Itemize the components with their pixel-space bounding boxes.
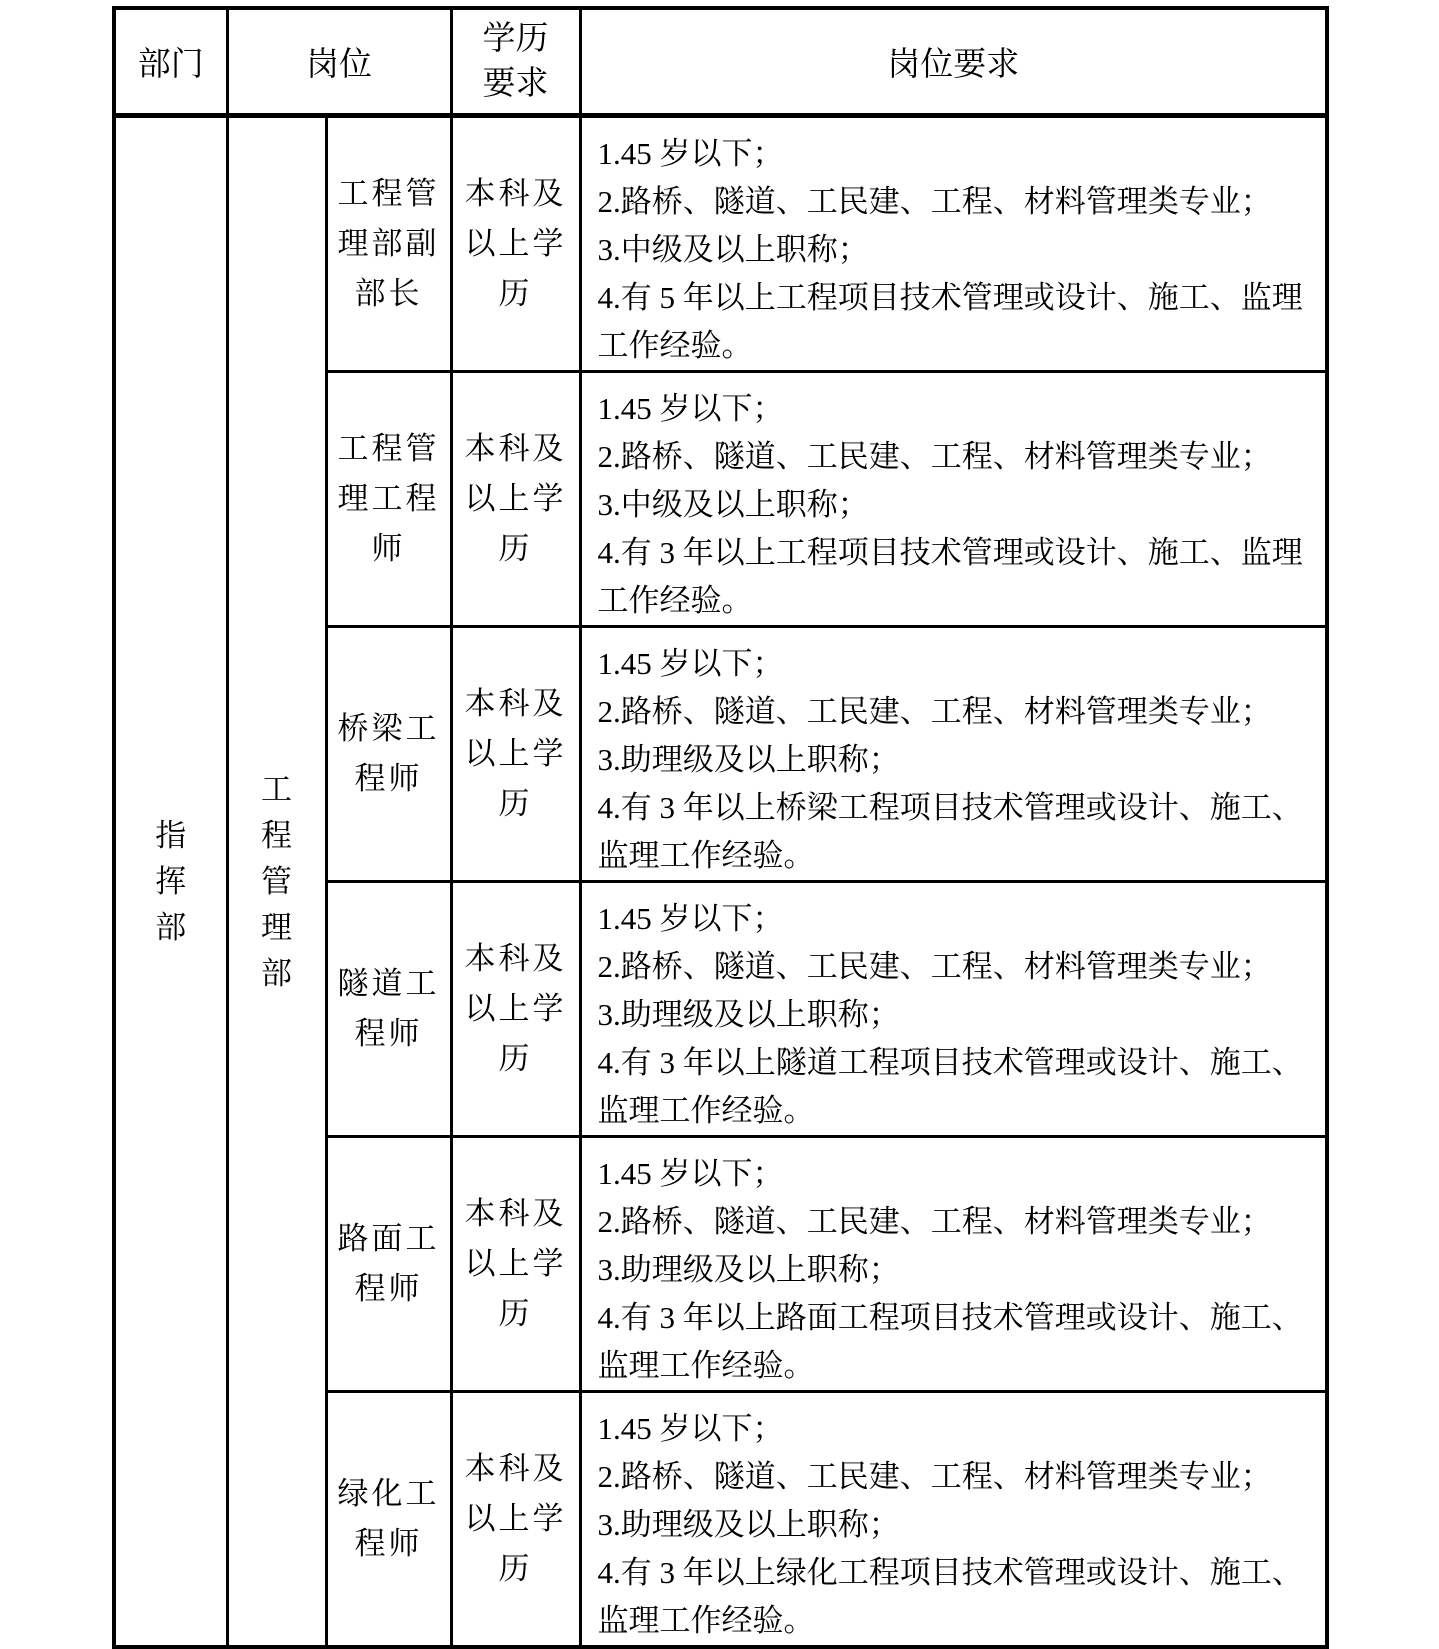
education-label: 本科及以上学历 <box>464 431 567 566</box>
education-cell <box>451 1392 580 1648</box>
requirement-item: 1.45 岁以下； <box>597 1156 784 1191</box>
requirement-item: 4.有 5 年以上工程项目技术管理或设计、施工、监理工作经验。 <box>597 280 1303 363</box>
education-cell <box>451 627 580 882</box>
requirement-item: 2.路桥、隧道、工民建、工程、材料管理类专业； <box>597 184 1272 219</box>
requirement-item: 3.中级及以上职称； <box>597 232 869 267</box>
education-label: 本科及以上学历 <box>464 176 567 311</box>
position-cell <box>326 1392 451 1648</box>
document-page <box>112 6 1329 1649</box>
requirements-cell <box>580 1392 1327 1648</box>
requirement-item: 1.45 岁以下； <box>597 391 784 426</box>
position-label: 绿化工程师 <box>337 1476 440 1561</box>
requirements-cell <box>580 627 1327 882</box>
requirement-item: 4.有 3 年以上绿化工程项目技术管理或设计、施工、监理工作经验。 <box>597 1555 1303 1638</box>
sub-department-label: 工程管理部 <box>261 771 292 991</box>
requirement-item: 2.路桥、隧道、工民建、工程、材料管理类专业； <box>597 1204 1272 1239</box>
education-cell <box>451 1137 580 1392</box>
education-label: 本科及以上学历 <box>464 1196 567 1331</box>
requirement-item: 2.路桥、隧道、工民建、工程、材料管理类专业； <box>597 1459 1272 1494</box>
table-row <box>114 116 1327 372</box>
requirement-item: 4.有 3 年以上桥梁工程项目技术管理或设计、施工、监理工作经验。 <box>597 790 1303 873</box>
education-cell <box>451 116 580 372</box>
position-cell <box>326 882 451 1137</box>
position-label: 路面工程师 <box>337 1221 440 1306</box>
position-cell <box>326 627 451 882</box>
requirement-item: 3.助理级及以上职称； <box>597 742 900 777</box>
position-cell <box>326 372 451 627</box>
requirement-item: 1.45 岁以下； <box>597 646 784 681</box>
position-label: 工程管理部副部长 <box>337 176 440 311</box>
requirement-item: 3.助理级及以上职称； <box>597 1252 900 1287</box>
requirement-item: 1.45 岁以下； <box>597 1411 784 1446</box>
education-cell <box>451 372 580 627</box>
requirements-cell <box>580 372 1327 627</box>
requirement-item: 3.中级及以上职称； <box>597 487 869 522</box>
header-position-label: 岗位 <box>306 47 372 83</box>
department-label: 指挥部 <box>155 817 187 945</box>
header-position <box>227 8 451 116</box>
department-cell <box>114 116 227 1648</box>
header-row <box>114 8 1327 116</box>
header-education-label: 学历要求 <box>482 20 549 102</box>
education-cell <box>451 882 580 1137</box>
requirement-item: 4.有 3 年以上隧道工程项目技术管理或设计、施工、监理工作经验。 <box>597 1045 1303 1128</box>
position-label: 桥梁工程师 <box>337 711 440 796</box>
requirements-cell <box>580 116 1327 372</box>
education-label: 本科及以上学历 <box>464 941 567 1076</box>
header-education <box>451 8 580 116</box>
requirement-item: 3.助理级及以上职称； <box>597 997 900 1032</box>
header-department <box>114 8 227 116</box>
position-cell <box>326 116 451 372</box>
education-label: 本科及以上学历 <box>464 686 567 821</box>
education-label: 本科及以上学历 <box>464 1451 567 1586</box>
requirement-item: 3.助理级及以上职称； <box>597 1507 900 1542</box>
position-cell <box>326 1137 451 1392</box>
sub-department-cell <box>227 116 326 1648</box>
requirement-item: 4.有 3 年以上工程项目技术管理或设计、施工、监理工作经验。 <box>597 535 1303 618</box>
requirement-item: 1.45 岁以下； <box>597 136 784 171</box>
requirement-item: 2.路桥、隧道、工民建、工程、材料管理类专业； <box>597 439 1272 474</box>
requirement-item: 1.45 岁以下； <box>597 901 784 936</box>
position-label: 工程管理工程师 <box>337 431 440 566</box>
recruitment-table <box>112 6 1329 1649</box>
requirements-cell <box>580 882 1327 1137</box>
requirement-item: 2.路桥、隧道、工民建、工程、材料管理类专业； <box>597 694 1272 729</box>
requirements-cell <box>580 1137 1327 1392</box>
header-requirements-label: 岗位要求 <box>887 47 1020 83</box>
requirement-item: 4.有 3 年以上路面工程项目技术管理或设计、施工、监理工作经验。 <box>597 1300 1303 1383</box>
position-label: 隧道工程师 <box>337 966 440 1051</box>
header-requirements <box>580 8 1327 116</box>
requirement-item: 2.路桥、隧道、工民建、工程、材料管理类专业； <box>597 949 1272 984</box>
header-department-label: 部门 <box>137 47 204 83</box>
